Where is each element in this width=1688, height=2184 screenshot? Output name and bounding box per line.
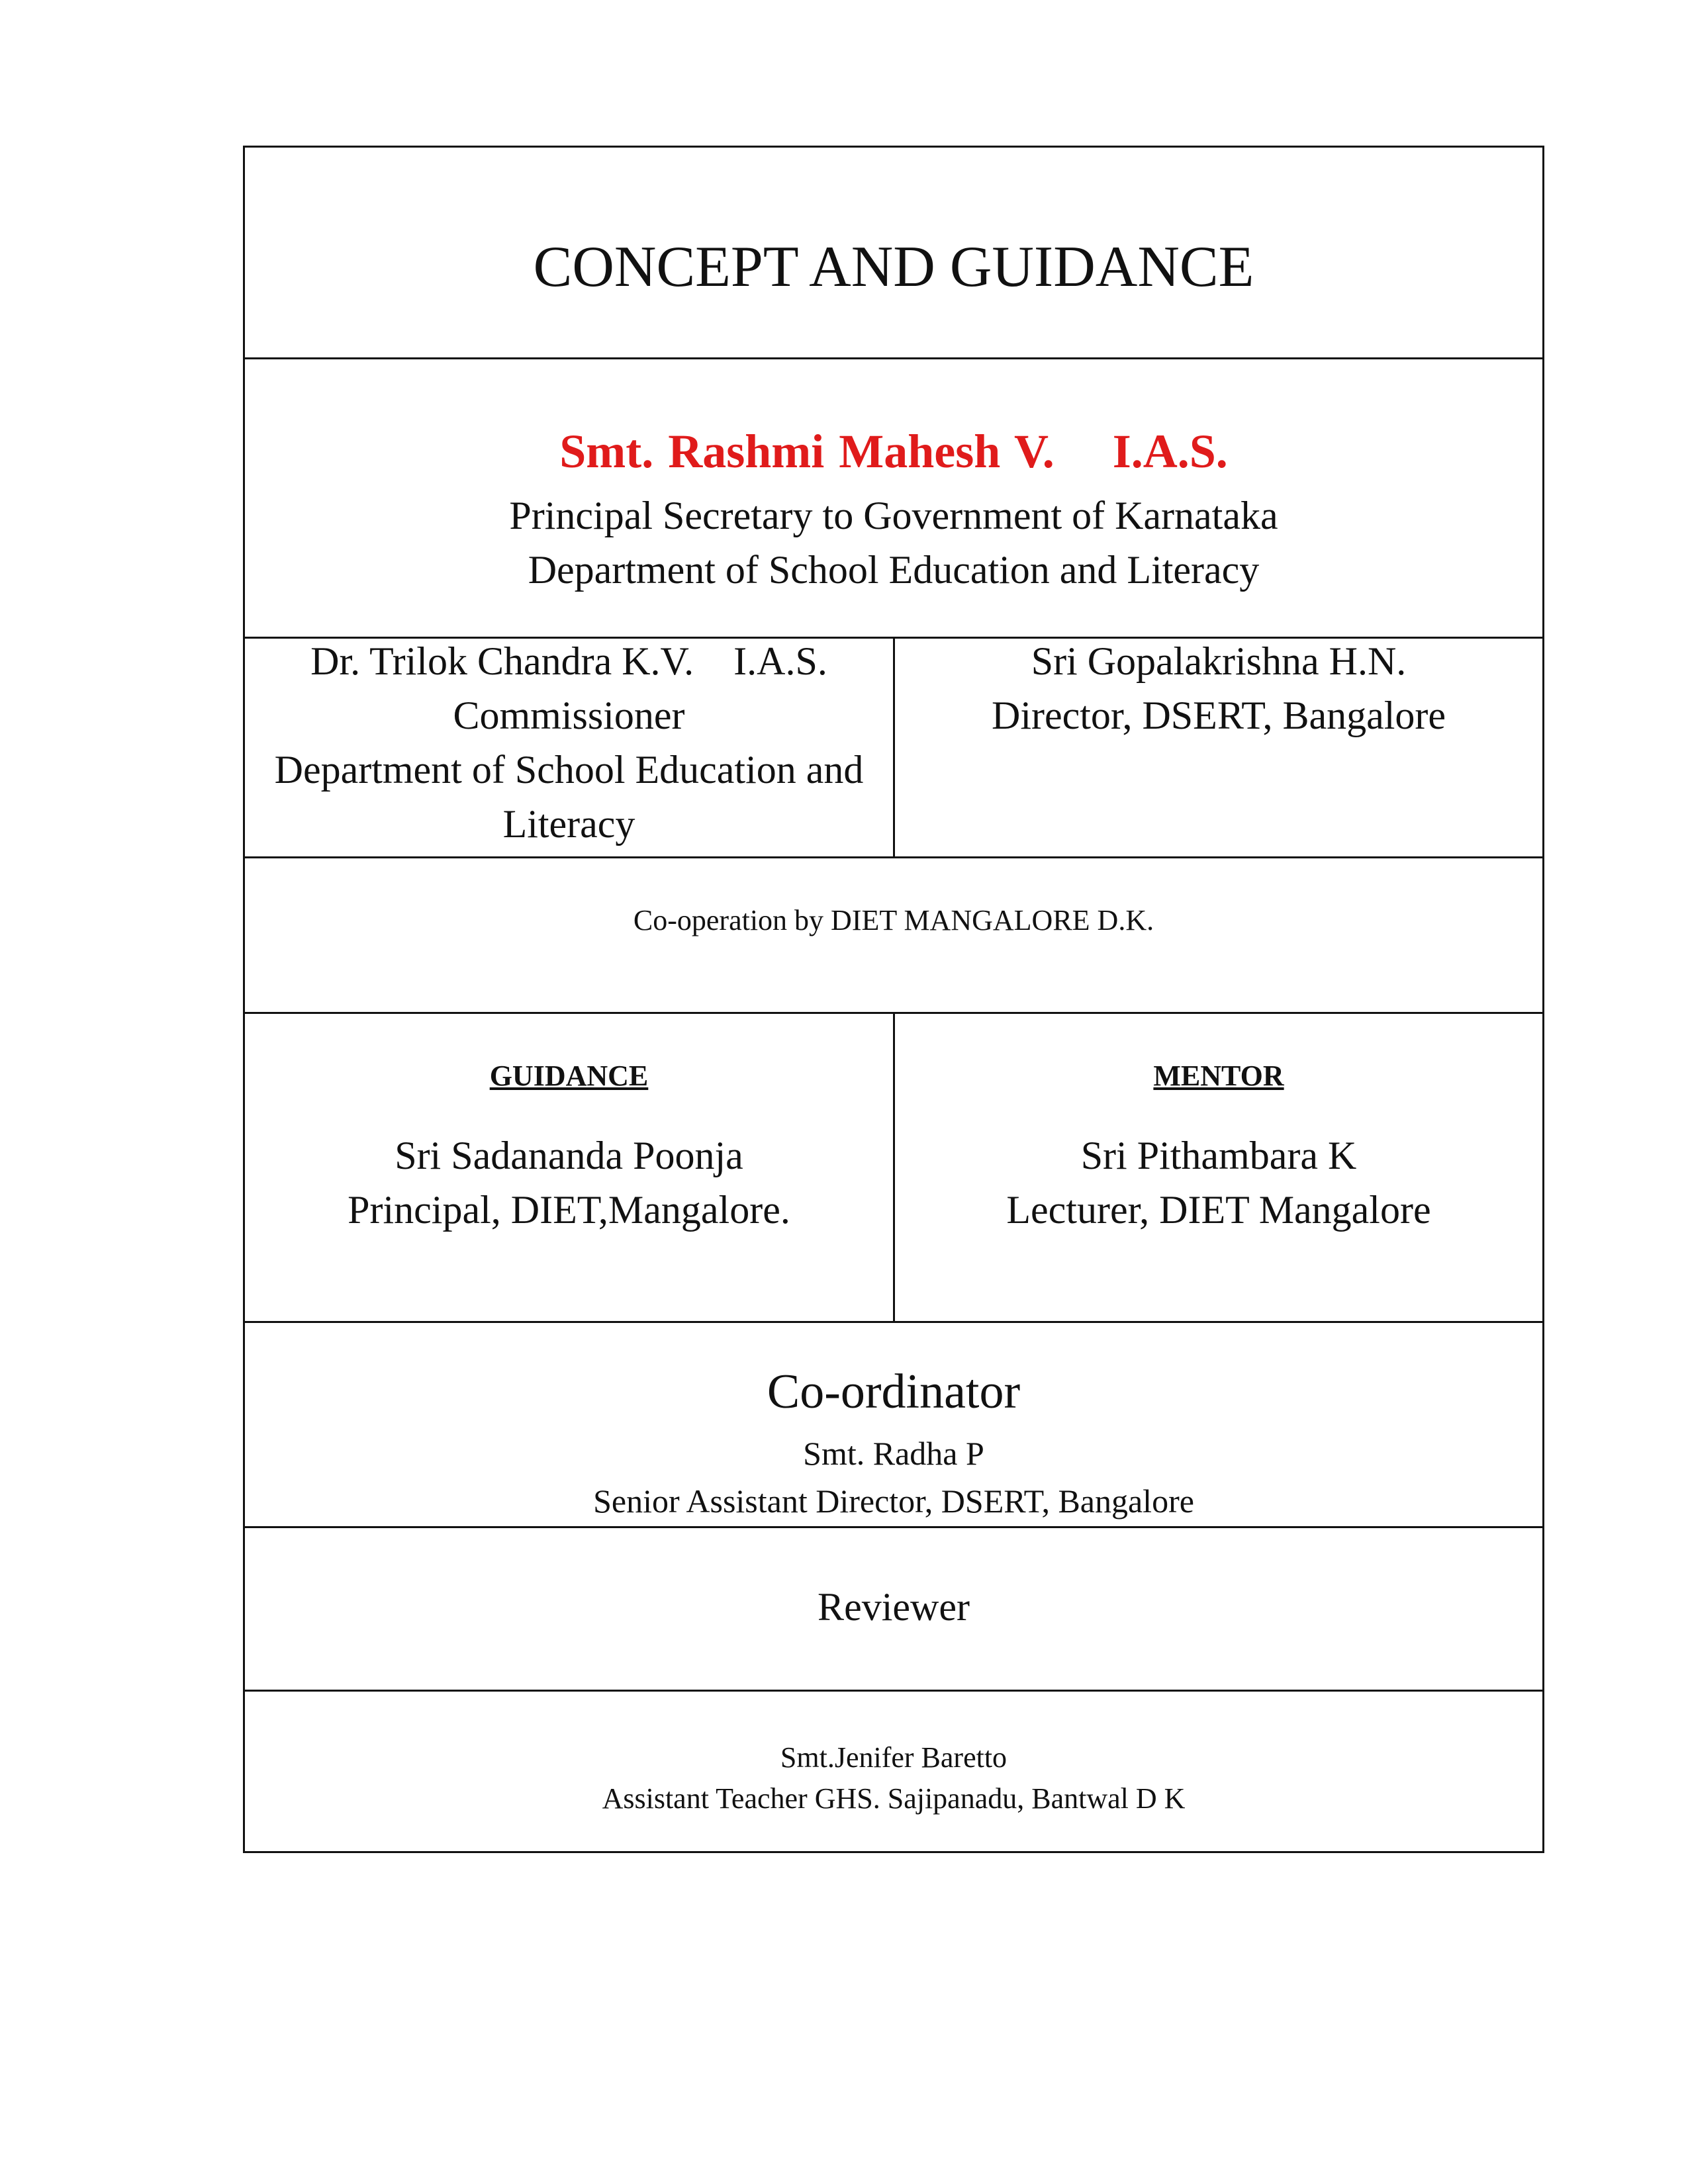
guidance-heading: GUIDANCE (489, 1060, 649, 1092)
mentor-designation: Lecturer, DIET Mangalore (1006, 1188, 1431, 1232)
reviewer-heading: Reviewer (818, 1585, 970, 1629)
officials-row (245, 639, 1542, 858)
coordinator-name: Smt. Radha P (803, 1435, 984, 1472)
guidance-cell (245, 1014, 895, 1321)
director-cell (895, 639, 1542, 856)
reviewer-name: Smt.Jenifer Baretto (780, 1741, 1008, 1774)
guidance-name: Sri Sadananda Poonja (395, 1134, 743, 1177)
coordinator-designation: Senior Assistant Director, DSERT, Bangalore (593, 1482, 1194, 1520)
cooperation-text: Co-operation by DIET MANGALORE D.K. (633, 904, 1154, 936)
commissioner-department-line2: Literacy (502, 802, 635, 846)
commissioner-name: Dr. Trilok Chandra K.V. I.A.S. (310, 639, 827, 683)
commissioner-designation: Commissioner (453, 694, 685, 737)
guidance-designation: Principal, DIET,Mangalore. (348, 1188, 790, 1232)
coordinator-heading: Co-ordinator (767, 1365, 1021, 1419)
director-designation: Director, DSERT, Bangalore (991, 694, 1446, 737)
principal-secretary-row (245, 359, 1542, 639)
page-title: CONCEPT AND GUIDANCE (533, 235, 1254, 299)
principal-secretary-designation: Principal Secretary to Government of Karnataka (509, 494, 1278, 537)
reviewer-designation: Assistant Teacher GHS. Sajipanadu, Bantwal D K (602, 1782, 1186, 1815)
credits-table (243, 146, 1544, 1853)
guidance-mentor-row (245, 1014, 1542, 1323)
mentor-name: Sri Pithambara K (1080, 1134, 1357, 1177)
principal-secretary-department: Department of School Education and Literacy (528, 548, 1260, 592)
mentor-cell (895, 1014, 1542, 1321)
title-row (245, 148, 1542, 359)
mentor-heading: MENTOR (1153, 1060, 1284, 1092)
commissioner-cell (245, 639, 895, 856)
coordinator-row (245, 1323, 1542, 1528)
commissioner-department-line1: Department of School Education and (274, 748, 864, 792)
reviewer-heading-row (245, 1528, 1542, 1692)
principal-secretary-name: Smt. Rashmi Mahesh V. I.A.S. (559, 425, 1228, 478)
director-name: Sri Gopalakrishna H.N. (1031, 639, 1407, 683)
cooperation-row (245, 858, 1542, 1014)
reviewer-details-row (245, 1692, 1542, 1851)
